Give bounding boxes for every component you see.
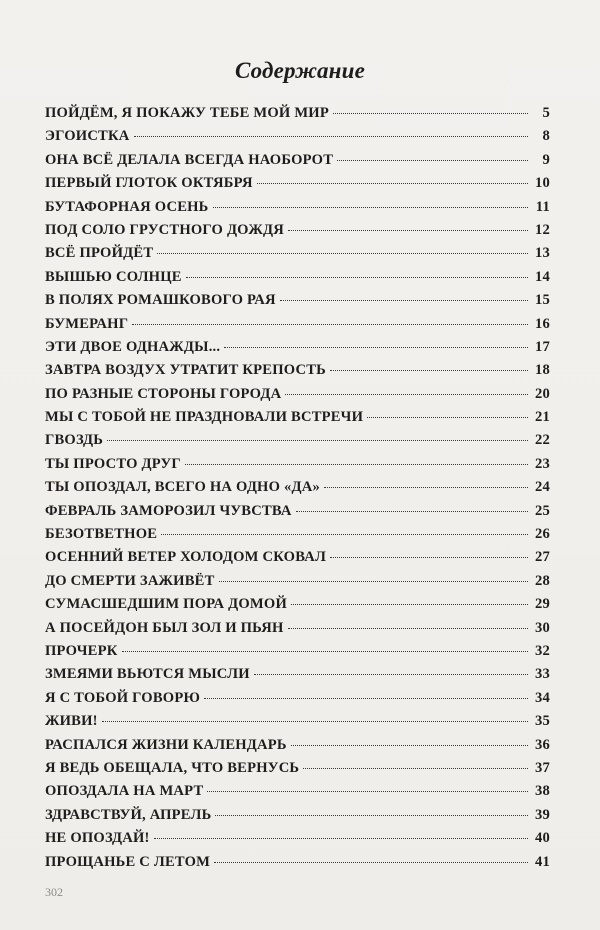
toc-entry <box>45 242 550 265</box>
toc-entry-page-number: 32 <box>535 642 550 659</box>
toc-leader-dots <box>154 838 528 839</box>
toc-entry-page-number: 21 <box>535 409 550 426</box>
toc-entry <box>45 359 550 382</box>
toc-entry-title: БЕЗОТВЕТНОЕ <box>45 526 158 543</box>
toc-entry-page-number: 27 <box>535 549 550 566</box>
toc-entry <box>45 734 550 757</box>
toc-leader-dots <box>291 604 528 605</box>
toc-entry-title: ЭТИ ДВОЕ ОДНАЖДЫ... <box>45 338 221 355</box>
toc-entry-page-number: 11 <box>535 198 550 215</box>
toc-entry-title: Я ВЕДЬ ОБЕЩАЛА, ЧТО ВЕРНУСЬ <box>45 759 300 776</box>
toc-leader-dots <box>185 464 528 465</box>
toc-leader-dots <box>257 183 528 184</box>
toc-entry-page-number: 35 <box>535 713 550 730</box>
toc-leader-dots <box>288 230 528 231</box>
toc-leader-dots <box>288 628 528 629</box>
toc-entry-title: В ПОЛЯХ РОМАШКОВОГО РАЯ <box>45 292 276 309</box>
toc-entry <box>45 313 550 336</box>
toc-leader-dots <box>367 417 528 418</box>
toc-leader-dots <box>214 862 528 863</box>
toc-entry-title: СУМАСШЕДШИМ ПОРА ДОМОЙ <box>45 596 287 613</box>
toc-leader-dots <box>134 136 528 137</box>
toc-entry-title: ОСЕННИЙ ВЕТЕР ХОЛОДОМ СКОВАЛ <box>45 549 327 566</box>
toc-entry <box>45 710 550 733</box>
toc-leader-dots <box>107 440 528 441</box>
toc-leader-dots <box>213 207 528 208</box>
toc-entry-page-number: 10 <box>535 175 550 192</box>
toc-entry-title: ЗДРАВСТВУЙ, АПРЕЛЬ <box>45 806 212 823</box>
toc-entry-page-number: 30 <box>535 619 550 636</box>
toc-leader-dots <box>333 113 528 114</box>
toc-entry-title: ЖИВИ! <box>45 713 98 730</box>
toc-leader-dots <box>280 300 528 301</box>
toc-entry <box>45 546 550 569</box>
toc-entry <box>45 804 550 827</box>
toc-leader-dots <box>330 370 528 371</box>
toc-entry-page-number: 14 <box>535 268 550 285</box>
toc-entry-title: ФЕВРАЛЬ ЗАМОРОЗИЛ ЧУВСТВА <box>45 502 292 519</box>
toc-entry-title: ПРОЧЕРК <box>45 642 118 659</box>
toc-entry-page-number: 20 <box>535 385 550 402</box>
toc-entry-page-number: 5 <box>542 105 550 121</box>
toc-leader-dots <box>296 511 528 512</box>
toc-entry-page-number: 17 <box>535 338 550 355</box>
toc-entry-page-number: 29 <box>535 596 550 613</box>
toc-entry <box>45 383 550 406</box>
toc-entry-page-number: 26 <box>535 526 550 543</box>
toc-entry-title: РАСПАЛСЯ ЖИЗНИ КАЛЕНДАРЬ <box>45 736 287 753</box>
toc-entry-page-number: 37 <box>535 759 550 776</box>
toc-entry <box>45 406 550 429</box>
toc-leader-dots <box>102 721 528 722</box>
toc-entry-title: ПО РАЗНЫЕ СТОРОНЫ ГОРОДА <box>45 385 282 402</box>
toc-entry-title: НЕ ОПОЗДАЙ! <box>45 830 150 847</box>
toc-entry <box>45 593 550 616</box>
toc-leader-dots <box>207 791 528 792</box>
toc-entry <box>45 219 550 242</box>
toc-leader-dots <box>122 651 528 652</box>
toc-entry <box>45 570 550 593</box>
toc-entry-page-number: 22 <box>535 432 550 449</box>
toc-entry <box>45 453 550 476</box>
toc-entry-title: ЗМЕЯМИ ВЬЮТСЯ МЫСЛИ <box>45 666 250 683</box>
toc-entry-page-number: 12 <box>535 221 550 238</box>
toc-entry <box>45 196 550 219</box>
toc-entry-title: ПРОЩАНЬЕ С ЛЕТОМ <box>45 853 211 870</box>
toc-entry <box>45 687 550 710</box>
toc-entry-title: ВЫШЬЮ СОЛНЦЕ <box>45 268 182 285</box>
toc-leader-dots <box>161 534 528 535</box>
toc-leader-dots <box>324 487 528 488</box>
toc-leader-dots <box>186 277 528 278</box>
toc-entry-title: БУМЕРАНГ <box>45 315 129 332</box>
toc-leader-dots <box>132 324 528 325</box>
toc-entry-page-number: 18 <box>535 362 550 379</box>
toc-entry <box>45 149 550 172</box>
toc-entry-title: ПОД СОЛО ГРУСТНОГО ДОЖДЯ <box>45 221 284 238</box>
toc-entry-page-number: 33 <box>535 666 550 683</box>
toc-entry <box>45 102 550 125</box>
toc-entry-page-number: 39 <box>535 806 550 823</box>
toc-leader-dots <box>254 674 528 675</box>
toc-leader-dots <box>337 160 528 161</box>
toc-entry-title: ТЫ ОПОЗДАЛ, ВСЕГО НА ОДНО «ДА» <box>45 479 320 496</box>
toc-entry-title: МЫ С ТОБОЙ НЕ ПРАЗДНОВАЛИ ВСТРЕЧИ <box>45 409 364 426</box>
toc-entry-title: ПЕРВЫЙ ГЛОТОК ОКТЯБРЯ <box>45 175 253 192</box>
toc-entry-page-number: 38 <box>535 783 550 800</box>
toc-entry <box>45 757 550 780</box>
toc-leader-dots <box>224 347 528 348</box>
toc-leader-dots <box>291 745 528 746</box>
toc-entry-title: ОНА ВСЁ ДЕЛАЛА ВСЕГДА НАОБОРОТ <box>45 151 334 168</box>
toc-leader-dots <box>285 394 528 395</box>
toc-entry-title: ГВОЗДЬ <box>45 432 104 449</box>
toc-leader-dots <box>157 253 528 254</box>
toc-entry-page-number: 8 <box>542 128 550 145</box>
toc-entry-page-number: 34 <box>535 689 550 706</box>
toc-entry <box>45 617 550 640</box>
toc-entry-title: Я С ТОБОЙ ГОВОРЮ <box>45 689 201 706</box>
toc-entry <box>45 663 550 686</box>
toc-entry <box>45 266 550 289</box>
toc-leader-dots <box>215 815 528 816</box>
toc-entry-page-number: 25 <box>535 502 550 519</box>
toc-entry-title: ПОЙДЁМ, Я ПОКАЖУ ТЕБЕ МОЙ МИР <box>45 105 329 121</box>
page-title: Содержание <box>234 58 366 83</box>
toc-entry <box>45 523 550 546</box>
toc-entry <box>45 476 550 499</box>
toc-entry-page-number: 13 <box>535 245 550 262</box>
toc-entry-page-number: 16 <box>535 315 550 332</box>
toc-entry-title: ЗАВТРА ВОЗДУХ УТРАТИТ КРЕПОСТЬ <box>45 362 327 379</box>
toc-entry <box>45 851 550 874</box>
toc-entry <box>45 336 550 359</box>
toc-leader-dots <box>330 557 528 558</box>
toc-entry-title: ДО СМЕРТИ ЗАЖИВЁТ <box>45 572 215 589</box>
toc-entry-title: ЭГОИСТКА <box>45 128 130 145</box>
toc-entry-title: ОПОЗДАЛА НА МАРТ <box>45 783 204 800</box>
toc-entry-page-number: 9 <box>542 151 550 168</box>
table-of-contents <box>45 102 550 874</box>
toc-entry-page-number: 15 <box>535 292 550 309</box>
toc-entry-title: А ПОСЕЙДОН БЫЛ ЗОЛ И ПЬЯН <box>45 619 284 636</box>
toc-entry <box>45 429 550 452</box>
toc-entry <box>45 500 550 523</box>
toc-entry-page-number: 40 <box>535 830 550 847</box>
toc-entry <box>45 289 550 312</box>
toc-leader-dots <box>303 768 528 769</box>
toc-leader-dots <box>204 698 528 699</box>
toc-entry <box>45 125 550 148</box>
toc-entry-title: ТЫ ПРОСТО ДРУГ <box>45 455 181 472</box>
toc-entry-page-number: 24 <box>535 479 550 496</box>
page-number: 302 <box>45 885 63 899</box>
toc-entry <box>45 780 550 803</box>
toc-entry-page-number: 41 <box>535 853 550 870</box>
toc-entry <box>45 640 550 663</box>
toc-entry <box>45 172 550 195</box>
toc-entry-page-number: 23 <box>535 455 550 472</box>
toc-entry-page-number: 28 <box>535 572 550 589</box>
toc-leader-dots <box>219 581 528 582</box>
toc-entry-title: ВСЁ ПРОЙДЁТ <box>45 245 154 262</box>
toc-entry <box>45 827 550 850</box>
toc-entry-page-number: 36 <box>535 736 550 753</box>
toc-entry-title: БУТАФОРНАЯ ОСЕНЬ <box>45 198 209 215</box>
